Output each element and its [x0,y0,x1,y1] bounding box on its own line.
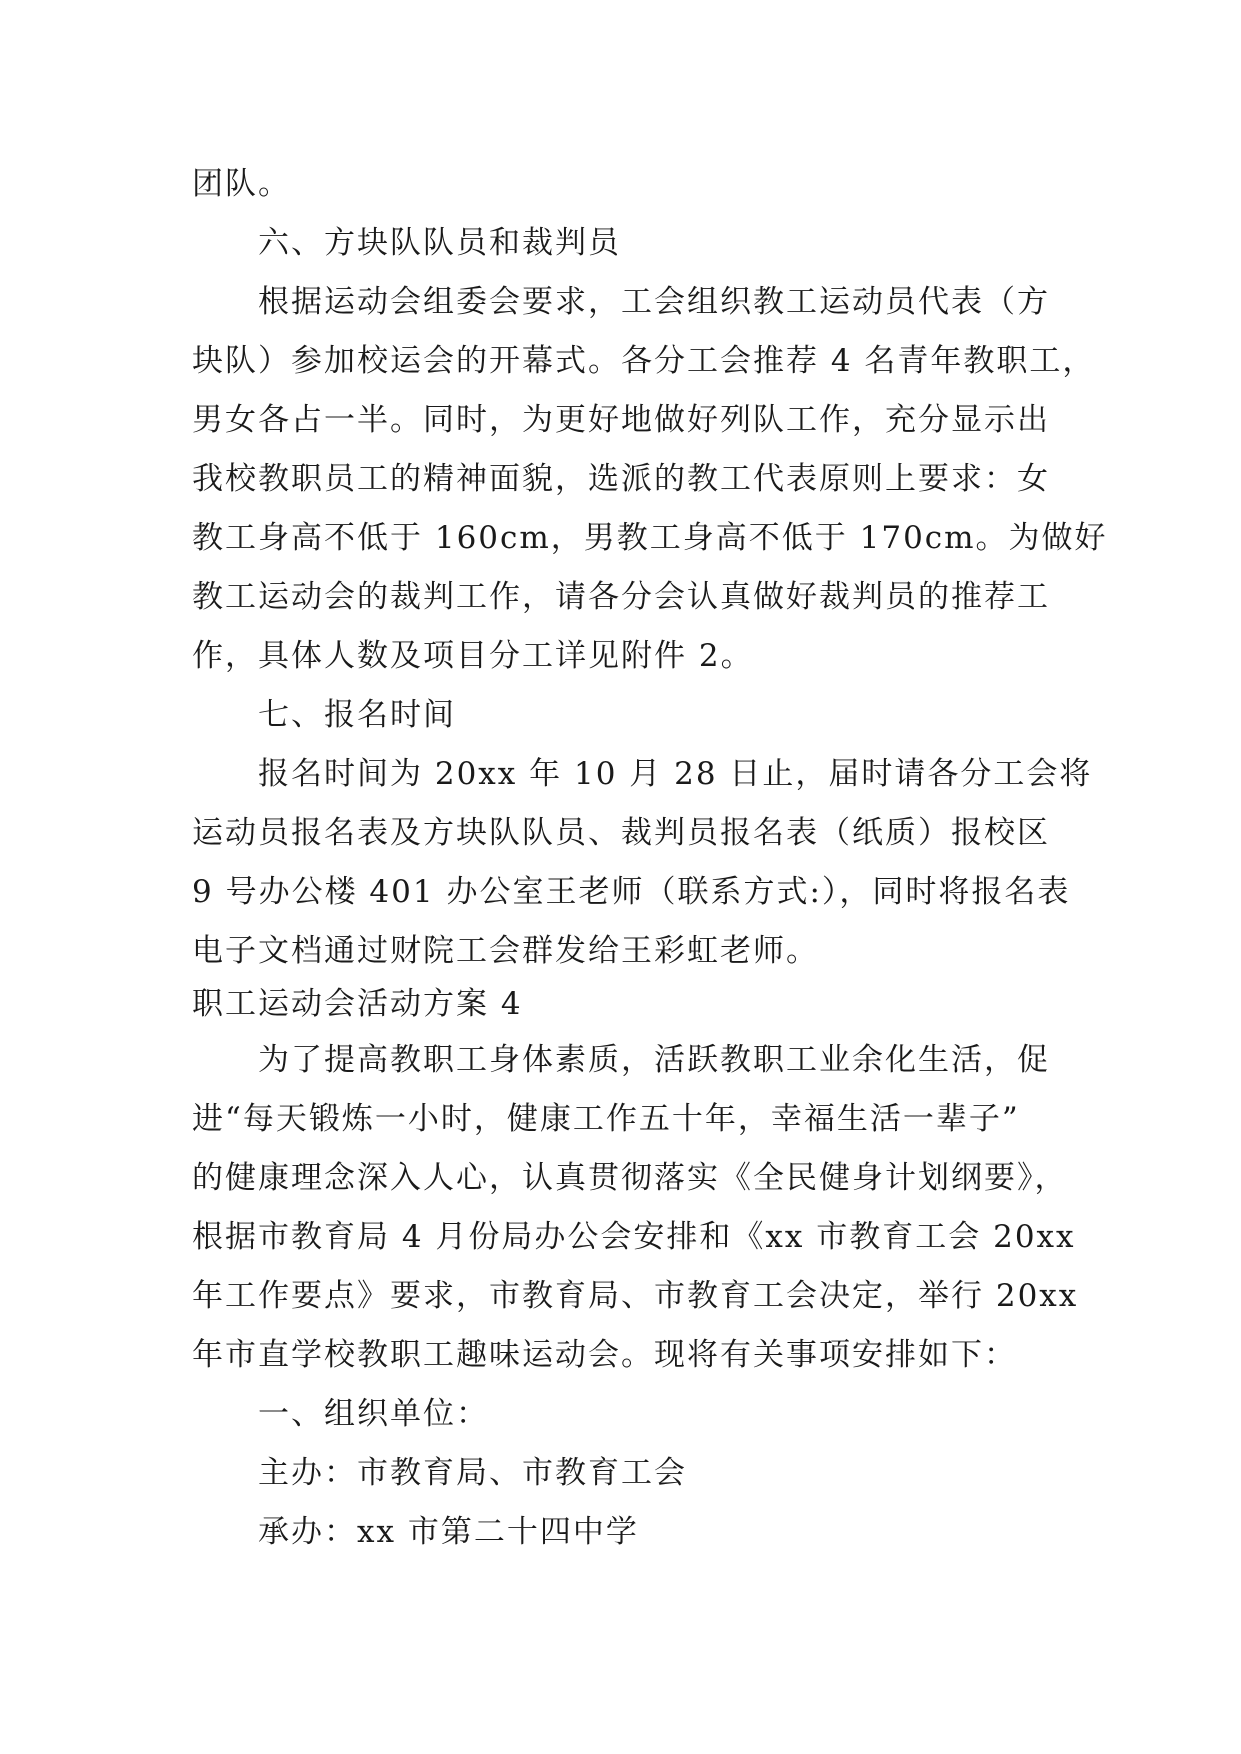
host-line: 承办：xx 市第二十四中学 [258,1514,639,1550]
paragraph-line: 根据运动会组委会要求，工会组织教工运动员代表（方 [258,284,1050,320]
paragraph-line: 为了提高教职工身体素质，活跃教职工业余化生活，促 [258,1042,1050,1078]
paragraph-line: 电子文档通过财院工会群发给王彩虹老师。 [192,933,819,969]
document-section-title: 职工运动会活动方案 4 [192,986,523,1022]
organizer-line: 主办：市教育局、市教育工会 [258,1455,687,1491]
section-heading-seven: 七、报名时间 [258,697,456,733]
paragraph-line: 根据市教育局 4 月份局办公会安排和《xx 市教育工会 20xx [192,1219,1076,1255]
section-heading-six: 六、方块队队员和裁判员 [258,225,621,261]
paragraph-line: 年市直学校教职工趣味运动会。现将有关事项安排如下： [192,1337,1017,1373]
paragraph-line: 报名时间为 20xx 年 10 月 28 日止，届时请各分工会将 [258,756,1093,792]
section-heading-one: 一、组织单位： [258,1396,489,1432]
paragraph-line: 男女各占一半。同时，为更好地做好列队工作，充分显示出 [192,402,1050,438]
paragraph-line: 我校教职员工的精神面貌，选派的教工代表原则上要求：女 [192,461,1050,497]
paragraph-line: 块队）参加校运会的开幕式。各分工会推荐 4 名青年教职工， [192,343,1096,379]
paragraph-line: 教工身高不低于 160cm，男教工身高不低于 170cm。为做好 [192,520,1108,556]
paragraph-line: 年工作要点》要求，市教育局、市教育工会决定，举行 20xx [192,1278,1079,1314]
paragraph-line: 的健康理念深入人心，认真贯彻落实《全民健身计划纲要》， [192,1160,1068,1196]
paragraph-line: 运动员报名表及方块队队员、裁判员报名表（纸质）报校区 [192,815,1050,851]
paragraph-line: 团队。 [192,166,291,202]
paragraph-line: 进“每天锻炼一小时，健康工作五十年，幸福生活一辈子” [192,1101,1020,1137]
paragraph-line: 9 号办公楼 401 办公室王老师（联系方式:），同时将报名表 [192,874,1071,910]
paragraph-line: 教工运动会的裁判工作，请各分会认真做好裁判员的推荐工 [192,579,1050,615]
paragraph-line: 作，具体人数及项目分工详见附件 2。 [192,638,754,674]
